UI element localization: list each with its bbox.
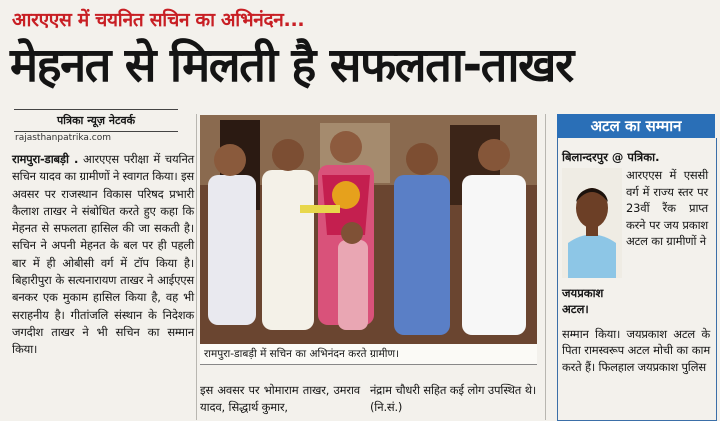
column-divider	[196, 114, 197, 420]
portrait-name: जयप्रकाश अटल।	[562, 286, 604, 316]
main-story-column	[12, 151, 194, 359]
sidebar-title: अटल का सम्मान	[557, 114, 715, 138]
main-story-col3: नंद्राम चौधरी सहित कई लोग उपस्थित थे। (नि.सं.)	[370, 383, 536, 414]
sidebar-body-right: आरएएस में एससी वर्ग में राज्य स्तर पर 23वीं रैंक प्राप्त करने पर जय प्रकाश अटल का ग्रामीणों ने	[626, 168, 708, 249]
portrait-illustration	[562, 168, 622, 278]
website: rajasthanpatrika.com	[15, 133, 111, 143]
headline: मेहनत से मिलती है सफलता-ताखर	[10, 38, 573, 93]
main-story-dateline: रामपुरा-डाबड़ी .	[12, 152, 79, 166]
byline-box	[14, 109, 178, 132]
kicker: आरएएस में चयनित सचिन का अभिनंदन...	[12, 9, 305, 31]
felicitation-photo-illustration	[200, 115, 537, 344]
photo-caption: रामपुरा-डाबड़ी में सचिन का अभिनंदन करते ग्रामीण।	[204, 348, 400, 360]
photo-caption-bar	[200, 344, 537, 365]
main-story-body: आरएएस परीक्षा में चयनित सचिन यादव का ग्रामीणों ने स्वागत किया। इस अवसर पर राजस्थान विकास परिषद प्रभारी कैलाश ताखर ने संबोधित करते हुए कहा कि मेहनत से सफलता हासिल की जा सकती है। सचिन ने अपनी मेहनत के बल पर ही पहली बार में ही ओबीसी वर्ग में टॉप किया है। बिहारीपुरा के सत्यनारायण ताखर ने आईएएस बनकर एक मुकाम हासिल किया है, वह भी सराहनीय है। गीतांजलि संस्थान के निदेशक जगदीश ताखर ने भी सचिन का सम्मान किया।	[12, 152, 194, 357]
sidebar-dateline: बिलान्दरपुर @ पत्रिका.	[562, 150, 660, 164]
byline: पत्रिका न्यूज़ नेटवर्क	[56, 114, 136, 127]
felicitation-photo	[200, 115, 537, 344]
sidebar-divider	[545, 114, 546, 420]
sidebar-body-bottom: सम्मान किया। जयप्रकाश अटल के पिता रामस्वरूप अटल मोची का काम करते हैं। फिलहाल जयप्रकाश पुलिस	[562, 327, 710, 374]
main-story-col2: इस अवसर पर भोमाराम ताखर, उमराव यादव, सिद्धार्थ कुमार,	[200, 383, 360, 414]
portrait-photo	[562, 168, 622, 278]
